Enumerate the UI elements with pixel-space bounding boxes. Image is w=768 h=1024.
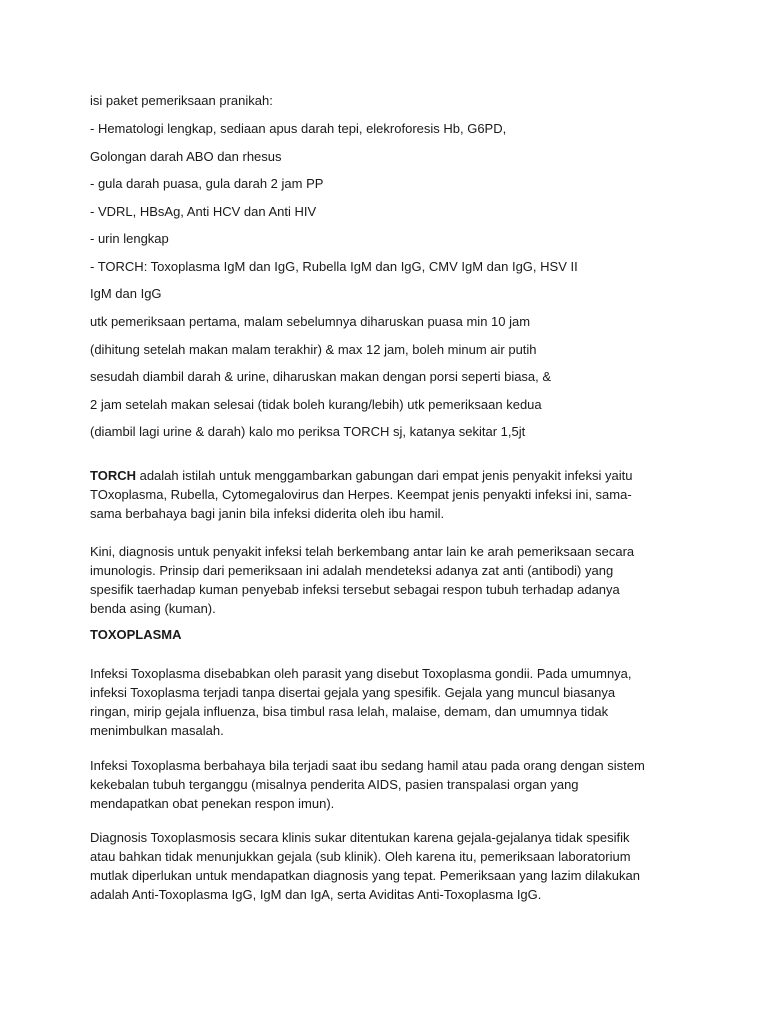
list-line: 2 jam setelah makan selesai (tidak boleh kurang/lebih) utk pemeriksaan kedua	[90, 397, 542, 412]
torch-term: TORCH	[90, 468, 136, 483]
paragraph-line: mendapatkan obat penekan respon imun).	[90, 796, 335, 811]
paragraph-line: infeksi Toxoplasma terjadi tanpa disertai gejala yang spesifik. Gejala yang muncul biasanya	[90, 685, 616, 700]
list-line: - urin lengkap	[90, 231, 169, 246]
paragraph-line: Kini, diagnosis untuk penyakit infeksi telah berkembang antar lain ke arah pemeriksaan secara	[90, 544, 635, 559]
list-line: IgM dan IgG	[90, 286, 162, 301]
paragraph-line: kekebalan tubuh terganggu (misalnya penderita AIDS, pasien transpalasi organ yang	[90, 777, 579, 792]
paragraph-text: adalah istilah untuk menggambarkan gabungan dari empat jenis penyakit infeksi yaitu	[135, 468, 633, 483]
list-line: sesudah diambil darah & urine, diharuskan makan dengan porsi seperti biasa, &	[90, 369, 552, 384]
section-heading-toxoplasma: TOXOPLASMA	[90, 627, 182, 642]
paragraph-line: Infeksi Toxoplasma berbahaya bila terjadi saat ibu sedang hamil atau pada orang dengan sistem	[90, 758, 645, 773]
list-line: (diambil lagi urine & darah) kalo mo periksa TORCH sj, katanya sekitar 1,5jt	[90, 424, 526, 439]
paragraph-line: TOxoplasma, Rubella, Cytomegalovirus dan Herpes. Keempat jenis penyakti infeksi ini, sama-	[90, 487, 632, 502]
paragraph-line: menimbulkan masalah.	[90, 723, 224, 738]
paragraph-line: imunologis. Prinsip dari pemeriksaan ini adalah mendeteksi adanya zat anti (antibodi) yang	[90, 563, 614, 578]
list-line: - TORCH: Toxoplasma IgM dan IgG, Rubella IgM dan IgG, CMV IgM dan IgG, HSV II	[90, 259, 578, 274]
list-line: utk pemeriksaan pertama, malam sebelumnya diharuskan puasa min 10 jam	[90, 314, 531, 329]
paragraph-line: mutlak diperlukan untuk mendapatkan diagnosis yang tepat. Pemeriksaan yang lazim dilakukan	[90, 868, 640, 883]
paragraph-line: ringan, mirip gejala influenza, bisa timbul rasa lelah, malaise, demam, dan umumnya tidak	[90, 704, 609, 719]
paragraph-line: benda asing (kuman).	[90, 601, 216, 616]
paragraph-line	[90, 468, 632, 484]
list-line: - gula darah puasa, gula darah 2 jam PP	[90, 176, 324, 191]
paragraph-line: Infeksi Toxoplasma disebabkan oleh parasit yang disebut Toxoplasma gondii. Pada umumnya,	[90, 666, 632, 681]
list-line: - VDRL, HBsAg, Anti HCV dan Anti HIV	[90, 204, 317, 219]
paragraph-line: spesifik taerhadap kuman penyebab infeksi tersebut sebagai respon tubuh terhadap adanya	[90, 582, 620, 597]
list-line: Golongan darah ABO dan rhesus	[90, 149, 282, 164]
paragraph-line: Diagnosis Toxoplasmosis secara klinis sukar ditentukan karena gejala-gejalanya tidak spesifik	[90, 830, 630, 845]
list-line: - Hematologi lengkap, sediaan apus darah tepi, elekroforesis Hb, G6PD,	[90, 121, 507, 136]
list-line: isi paket pemeriksaan pranikah:	[90, 93, 273, 108]
paragraph-line: adalah Anti-Toxoplasma IgG, IgM dan IgA, serta Aviditas Anti-Toxoplasma IgG.	[90, 887, 542, 902]
paragraph-line: atau bahkan tidak menunjukkan gejala (sub klinik). Oleh karena itu, pemeriksaan laboratorium	[90, 849, 631, 864]
list-line: (dihitung setelah makan malam terakhir) & max 12 jam, boleh minum air putih	[90, 342, 537, 357]
paragraph-line: sama berbahaya bagi janin bila infeksi diderita oleh ibu hamil.	[90, 506, 445, 521]
